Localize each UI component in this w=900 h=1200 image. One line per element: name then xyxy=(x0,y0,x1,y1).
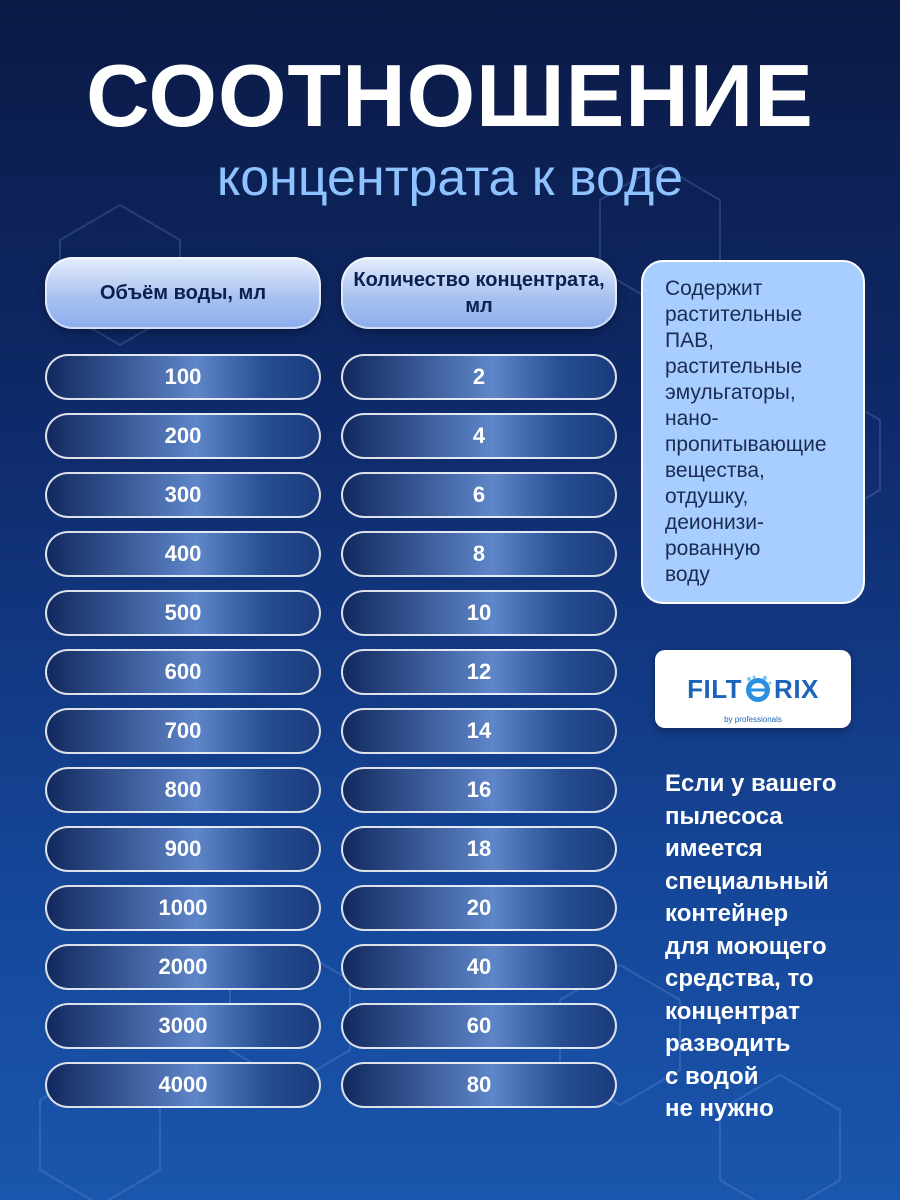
concentrate-amount-cell: 20 xyxy=(341,885,617,931)
water-volume-cell: 1000 xyxy=(45,885,321,931)
info-line: ПАВ, xyxy=(665,329,714,352)
logo-tagline: by professionals xyxy=(724,715,782,724)
concentrate-amount-cell: 40 xyxy=(341,944,617,990)
concentrate-amount-cell: 18 xyxy=(341,826,617,872)
note-line: не нужно xyxy=(665,1095,774,1122)
note-line: специальный xyxy=(665,867,829,895)
info-line: вещества, xyxy=(665,459,765,482)
header-water-volume: Объём воды, мл xyxy=(45,257,321,329)
water-volume-cell: 600 xyxy=(45,649,321,695)
water-volume-cell: 500 xyxy=(45,590,321,636)
water-volume-cell: 800 xyxy=(45,767,321,813)
water-volume-cell: 200 xyxy=(45,413,321,459)
concentrate-amount-cell: 2 xyxy=(341,354,617,400)
info-line: рованную xyxy=(665,537,761,560)
page-subtitle: концентрата к воде xyxy=(216,149,684,207)
concentrate-amount-cell: 4 xyxy=(341,413,617,459)
ingredients-info-box xyxy=(641,260,865,604)
concentrate-amount-cell: 80 xyxy=(341,1062,617,1108)
concentrate-amount-cell: 6 xyxy=(341,472,617,518)
concentrate-amount-cell: 8 xyxy=(341,531,617,577)
water-volume-cell: 400 xyxy=(45,531,321,577)
water-volume-cell: 100 xyxy=(45,354,321,400)
note-line: имеется xyxy=(665,835,763,862)
water-volume-cell: 700 xyxy=(45,708,321,754)
note-line: контейнер xyxy=(665,900,789,927)
concentrate-amount-cell: 60 xyxy=(341,1003,617,1049)
note-line: средства, то xyxy=(665,965,814,992)
water-volume-cell: 300 xyxy=(45,472,321,518)
water-volume-cell: 2000 xyxy=(45,944,321,990)
concentrate-amount-cell: 16 xyxy=(341,767,617,813)
header-concentrate-amount: Количество концентрата, мл xyxy=(341,257,617,329)
info-line: эмульгаторы, xyxy=(665,381,796,404)
info-line: растительные xyxy=(665,355,803,378)
info-line: пропитывающие xyxy=(665,433,827,456)
concentrate-amount-cell: 14 xyxy=(341,708,617,754)
note-line: разводить xyxy=(665,1030,791,1057)
logo-text-right: RIX xyxy=(774,673,819,704)
concentrate-amount-cell: 10 xyxy=(341,590,617,636)
note-line: Если у вашего xyxy=(665,770,837,797)
info-line: Содержит xyxy=(665,277,763,300)
water-volume-cell: 4000 xyxy=(45,1062,321,1108)
logo-text-left: FILT xyxy=(687,673,743,704)
page-title: СООТНОШЕНИЕ xyxy=(86,46,814,145)
filterix-logo xyxy=(655,650,851,728)
note-line: пылесоса xyxy=(665,802,783,830)
info-line: деионизи- xyxy=(665,511,765,534)
logo-e-icon xyxy=(743,674,773,704)
note-line: для моющего xyxy=(665,932,827,960)
note-line: с водой xyxy=(665,1062,759,1090)
info-line: отдушку, xyxy=(665,485,749,508)
concentrate-amount-cell: 12 xyxy=(341,649,617,695)
note-line: концентрат xyxy=(665,997,800,1025)
info-line: воду xyxy=(665,563,710,586)
water-volume-cell: 3000 xyxy=(45,1003,321,1049)
info-line: растительные xyxy=(665,303,803,326)
info-line: нано- xyxy=(665,407,719,430)
water-volume-cell: 900 xyxy=(45,826,321,872)
container-note xyxy=(665,768,875,1126)
